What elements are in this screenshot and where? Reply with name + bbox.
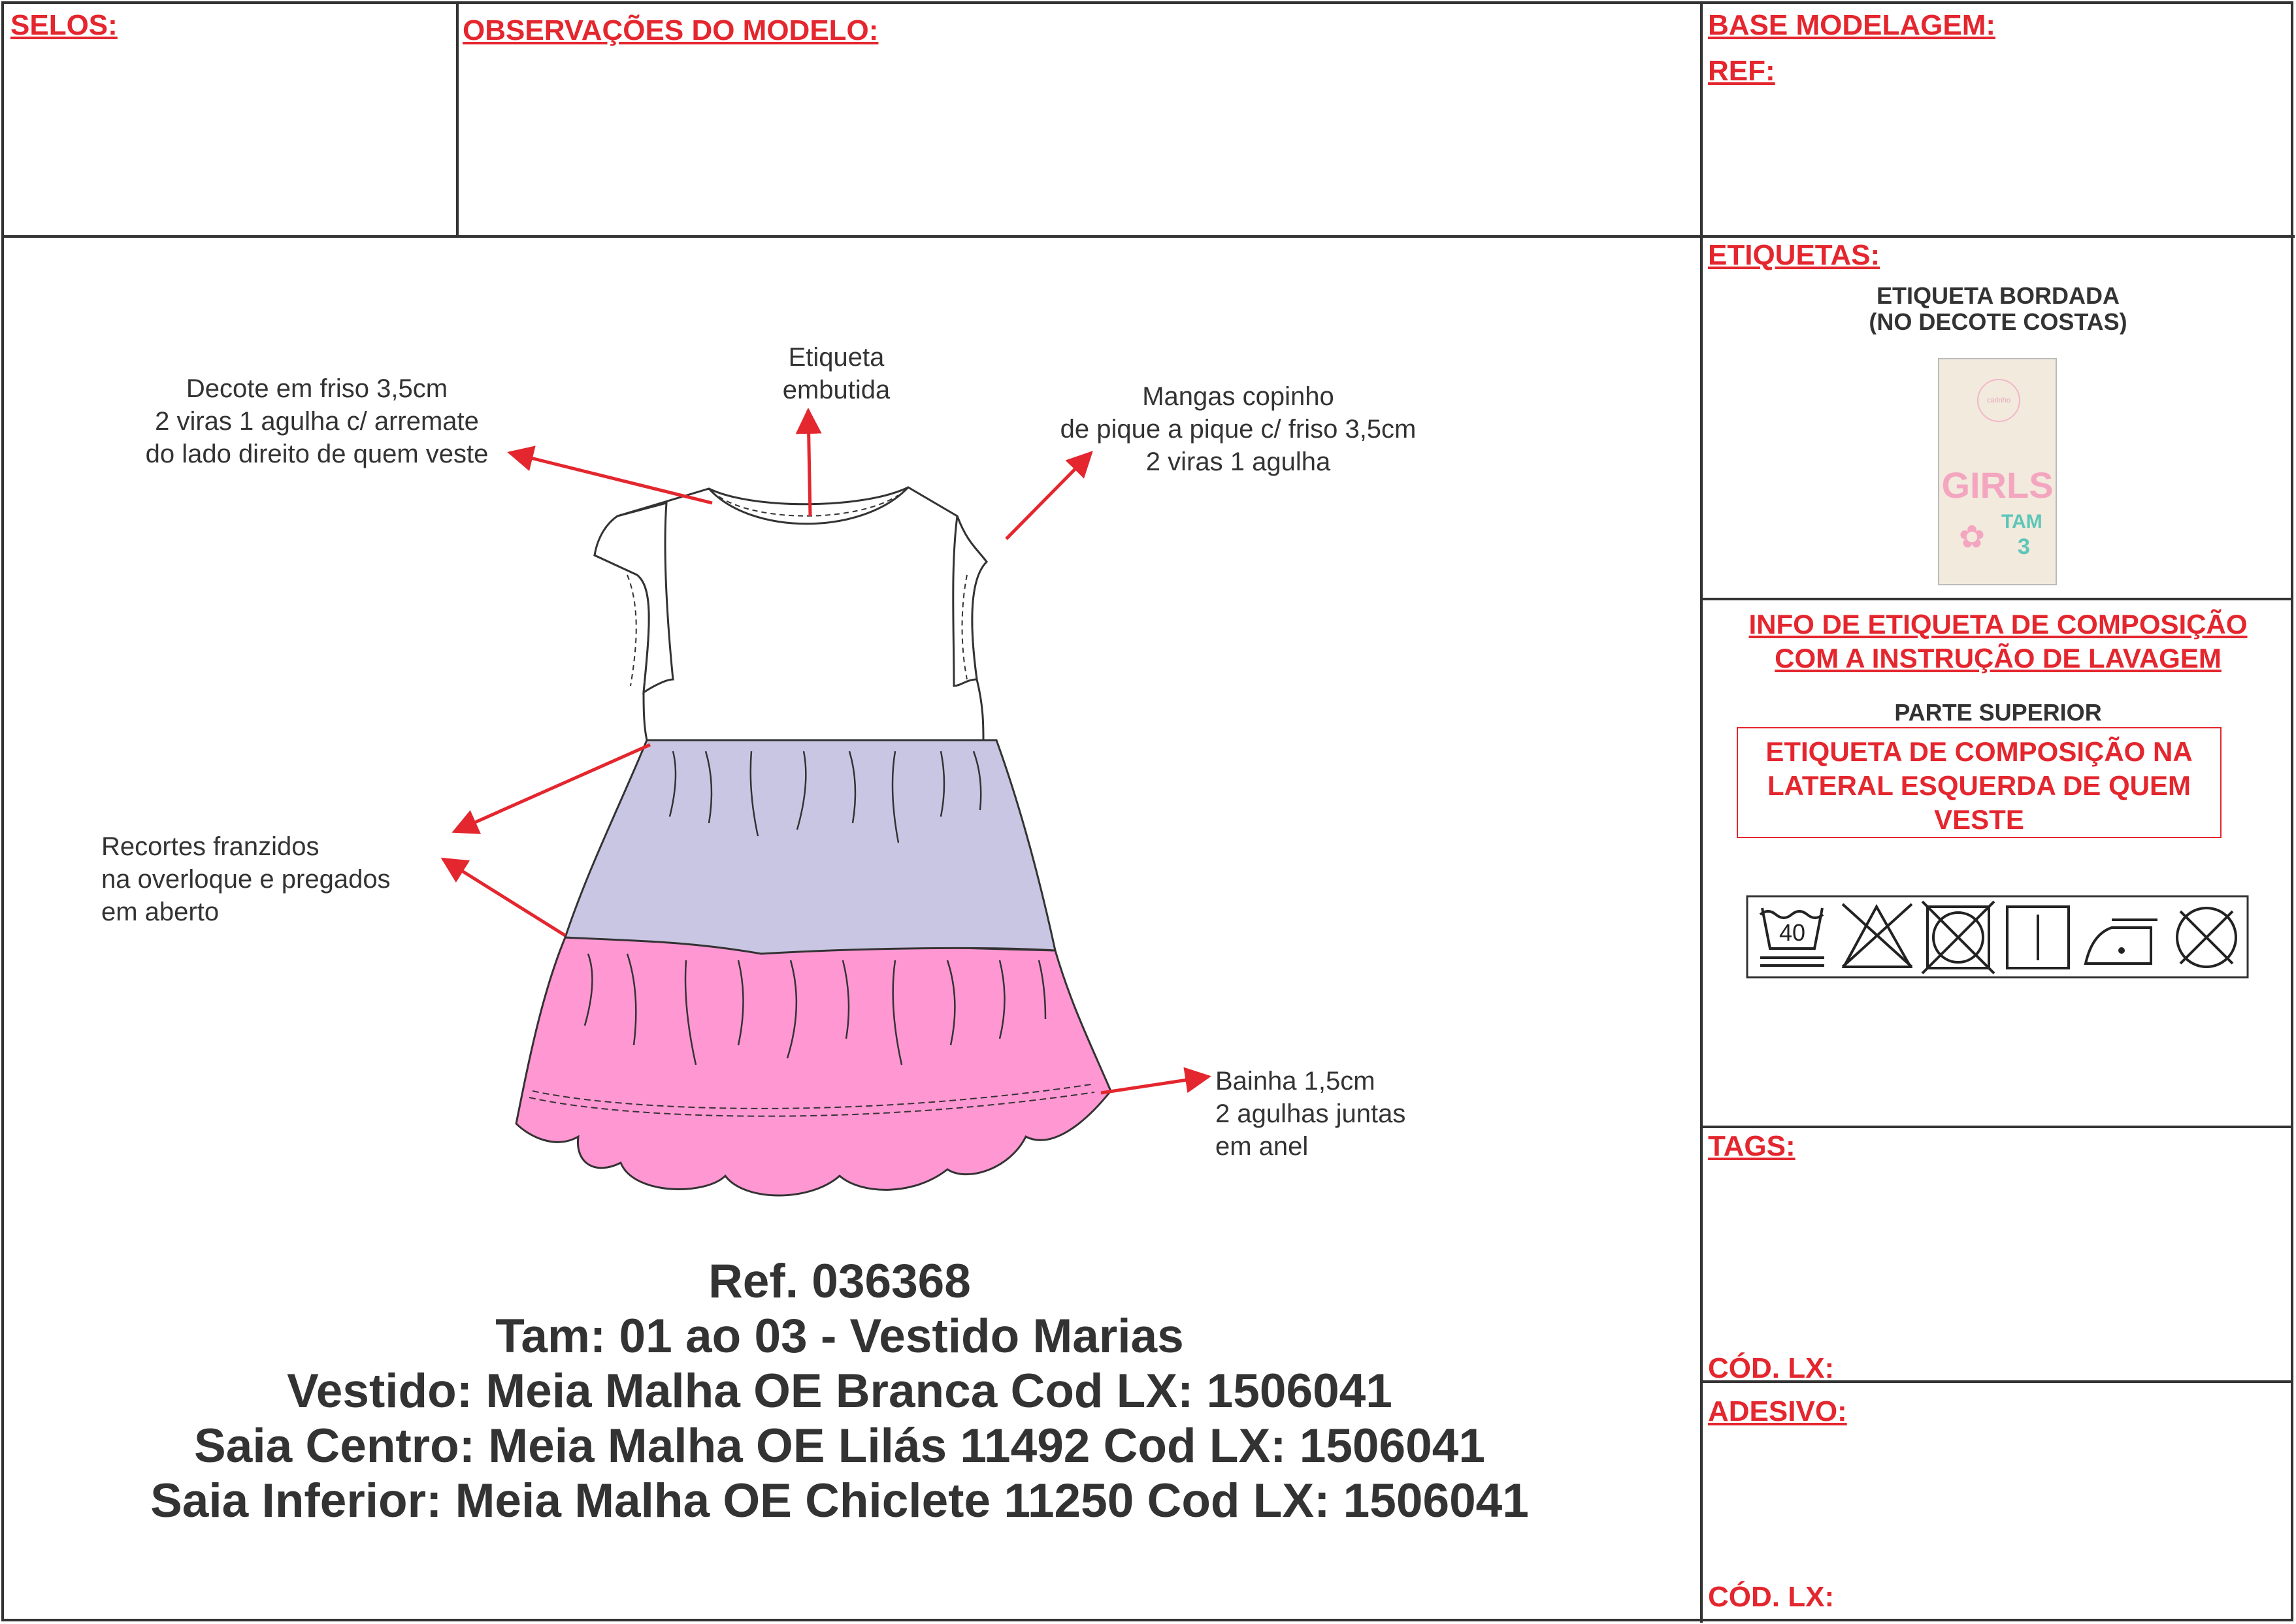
mangas-note: Mangas copinho de pique a pique c/ friso 3,5cm 2 viras 1 agulha — [1060, 382, 1417, 476]
ref-label: REF: — [1708, 55, 1775, 87]
spec-saia-centro: Saia Centro: Meia Malha OE Lilás 11492 Cod LX: 1506041 — [194, 1420, 1485, 1472]
parte-superior-label: PARTE SUPERIOR — [1894, 699, 2102, 726]
label-brand: carinho — [1977, 379, 2020, 422]
observacoes-label: OBSERVAÇÕES DO MODELO: — [463, 14, 879, 46]
left-sleeve — [595, 503, 673, 692]
bainha-note: Bainha 1,5cm 2 agulhas juntas em anel — [1215, 1067, 1406, 1161]
etiqueta-bordada-line2: (NO DECOTE COSTAS) — [1869, 308, 2127, 334]
selos-label: SELOS: — [10, 9, 118, 41]
info-line1: INFO DE ETIQUETA DE COMPOSIÇÃO — [1748, 609, 2248, 640]
recortes-note: Recortes franzidos na overloque e pregados em aberto — [101, 832, 391, 926]
info-divider — [1701, 1126, 2293, 1128]
etiqueta-bordada-line1: ETIQUETA BORDADA — [1877, 282, 2120, 309]
spec-ref: Ref. 036368 — [708, 1255, 971, 1308]
label-girls: GIRLS — [1941, 464, 2054, 506]
woven-label-image — [1938, 358, 2057, 585]
label-tam: TAM — [2001, 511, 2042, 532]
decote-note: Decote em friso 3,5cm 2 viras 1 agulha c/ arremate do lado direito de quem veste — [145, 374, 489, 468]
spec-tam: Tam: 01 ao 03 - Vestido Marias — [495, 1310, 1184, 1363]
wash-temp: 40 — [1779, 919, 1806, 946]
cod-lx-label-1: CÓD. LX: — [1708, 1352, 1835, 1384]
cod-lx-label-2: CÓD. LX: — [1708, 1581, 1835, 1613]
etiquetas-label: ETIQUETAS: — [1708, 239, 1880, 271]
tags-label: TAGS: — [1708, 1130, 1796, 1162]
base-modelagem-label: BASE MODELAGEM: — [1708, 9, 1995, 41]
butterfly-icon: ✿ — [1958, 520, 1986, 555]
info-line2: COM A INSTRUÇÃO DE LAVAGEM — [1775, 643, 2222, 674]
care-symbols — [1746, 895, 2249, 979]
composicao-box: ETIQUETA DE COMPOSIÇÃO NA LATERAL ESQUERDA DE QUEM VESTE — [1737, 727, 2222, 838]
spec-vestido: Vestido: Meia Malha OE Branca Cod LX: 1506041 — [287, 1365, 1392, 1418]
sidebar-divider — [1700, 1, 1703, 1623]
etiquetas-divider — [1701, 598, 2293, 600]
skirt-middle — [565, 740, 1055, 954]
spec-saia-inferior: Saia Inferior: Meia Malha OE Chiclete 11250 Cod LX: 1506041 — [150, 1474, 1529, 1527]
no-tumble-dry-icon — [1922, 901, 1994, 973]
adesivo-label: ADESIVO: — [1708, 1395, 1847, 1427]
label-size: 3 — [2018, 534, 2030, 559]
etiqueta-note: Etiqueta embutida — [782, 343, 891, 404]
skirt-bottom — [516, 937, 1111, 1195]
